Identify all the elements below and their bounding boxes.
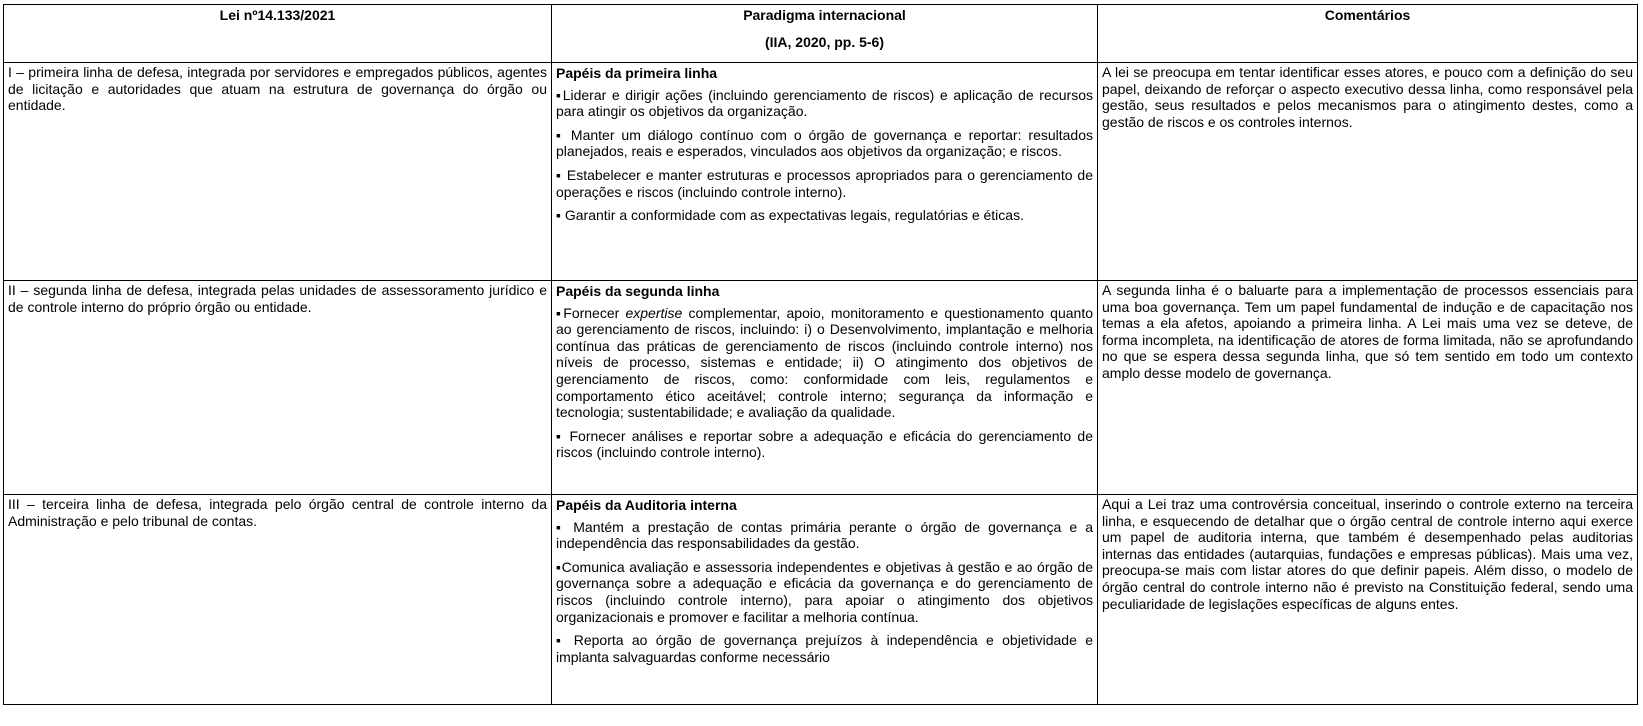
comment-text: A lei se preocupa em tentar identificar esses atores, e pouco com a definição do seu papel, deixando de reforçar o aspecto executivo dessa linha, como responsável pela gestão, seus resultados e pelos mecanismos para o atingimento destes, como a gestão de riscos e os controles internos. xyxy=(1102,64,1633,130)
paradigm-cell-third-line xyxy=(552,495,1098,705)
paradigm-cell-first-line xyxy=(552,63,1098,281)
header-row xyxy=(4,5,1638,63)
role-bullet: ▪ Estabelecer e manter estruturas e processos apropriados para o gerenciamento de operações e riscos (incluindo controle interno). xyxy=(556,166,1093,200)
comment-text: Aqui a Lei traz uma controvérsia conceitual, inserindo o controle externo na terceira linha, e esquecendo de detalhar que o órgão central de controle interno aqui exerce um papel de auditoria interna, que também é desempenhado pelas auditorias internas das entidades (autarquias, fundações e empresas públicas). Mais uma vez, preocupa-se mais com listar atores do que definir papeis. Além disso, o modelo de órgão central do controle interno não é previsto na Constituição federal, sendo uma peculiaridade de legislações específicas de alguns entes. xyxy=(1102,496,1633,612)
role-bullet: ▪ Garantir a conformidade com as expectativas legais, regulatórias e éticas. xyxy=(556,207,1024,224)
header-law-text: Lei nº14.133/2021 xyxy=(219,7,336,23)
role-bullet: ▪ Fornecer análises e reportar sobre a adequação e eficácia do gerenciamento de riscos (incluindo controle interno). xyxy=(556,427,1093,461)
role-bullet: ▪ Mantém a prestação de contas primária perante o órgão de governança e a independência das responsabilidades da gestão. xyxy=(556,518,1093,552)
law-cell-second-line xyxy=(4,281,552,495)
role-title: Papéis da Auditoria interna xyxy=(556,497,737,513)
table-row-first-line xyxy=(4,63,1638,281)
paradigm-cell-second-line xyxy=(552,281,1098,495)
law-text: III – terceira linha de defesa, integrada pelo órgão central de controle interno da Administração e pelo tribunal de contas. xyxy=(8,496,547,529)
table-row-third-line xyxy=(4,495,1638,705)
role-bullet xyxy=(556,305,1093,421)
law-text: I – primeira linha de defesa, integrada por servidores e empregados públicos, agentes de licitação e autoridades que atuam na estrutura de governança do órgão ou entidade. xyxy=(8,64,547,114)
header-paradigm-title: Paradigma internacional xyxy=(743,7,906,23)
law-text: II – segunda linha de defesa, integrada pelas unidades de assessoramento jurídico e de controle interno do próprio órgão ou entidade. xyxy=(8,282,547,315)
role-bullet: ▪Comunica avaliação e assessoria independentes e objetivas à gestão e ao órgão de governança sobre a adequação e eficácia da governança e do gerenciamento de riscos (incluindo controle interno), para apoiar o atingimento dos objetivos organizacionais e promover e facilitar a melhoria contínua. xyxy=(556,558,1093,625)
law-cell-third-line xyxy=(4,495,552,705)
comment-cell-first-line xyxy=(1098,63,1638,281)
bullet-prefix: ▪Fornecer xyxy=(556,304,626,321)
header-comments-text: Comentários xyxy=(1324,7,1411,23)
comment-cell-third-line xyxy=(1098,495,1638,705)
law-cell-first-line xyxy=(4,63,552,281)
role-bullet: ▪ Reporta ao órgão de governança prejuízos à independência e objetividade e implanta salvaguardas conforme necessário xyxy=(556,632,1093,665)
table-row-second-line xyxy=(4,281,1638,495)
comment-cell-second-line xyxy=(1098,281,1638,495)
header-comments xyxy=(1098,5,1638,63)
role-title: Papéis da primeira linha xyxy=(556,65,718,81)
role-bullet: ▪ Manter um diálogo contínuo com o órgão de governança e reportar: resultados planejados, reais e esperados, vinculados aos objetivos da organização; e riscos. xyxy=(556,126,1093,160)
role-title: Papéis da segunda linha xyxy=(556,283,720,299)
comparison-table xyxy=(3,4,1638,705)
role-bullet: ▪Liderar e dirigir ações (incluindo gerenciamento de riscos) e aplicação de recursos para atingir os objetivos da organização. xyxy=(556,86,1093,120)
header-paradigm-source: (IIA, 2020, pp. 5-6) xyxy=(764,34,885,50)
bullet-emphasis: expertise xyxy=(625,304,683,321)
bullet-rest: complementar, apoio, monitoramento e questionamento quanto ao gerenciamento de riscos, incluindo: i) o Desenvolvimento, implantação e melhoria contínua das práticas de gerenciamento de riscos (incluindo controle interno) nos níveis de processo, sistemas e entidade; ii) O atingimento dos objetivos de gerenciamento de riscos, como: conformidade com leis, regulamentos e comportamento ético aceitável; controle interno; segurança da informação e tecnologia; sustentabilidade; e avaliação da qualidade. xyxy=(556,304,1094,421)
comment-text: A segunda linha é o baluarte para a implementação de processos essenciais para uma boa governança. Tem um papel fundamental de indução e de capacitação nos temas a ela afetos, apoiando a primeira linha. A Lei mais uma vez se deteve, de forma incompleta, na identificação de atores de forma limitada, não se aprofundando no que se espera dessa segunda linha, que só tem sentido em todo um contexto amplo desse modelo de governança. xyxy=(1102,282,1633,381)
header-law xyxy=(4,5,552,63)
header-paradigm xyxy=(552,5,1098,63)
